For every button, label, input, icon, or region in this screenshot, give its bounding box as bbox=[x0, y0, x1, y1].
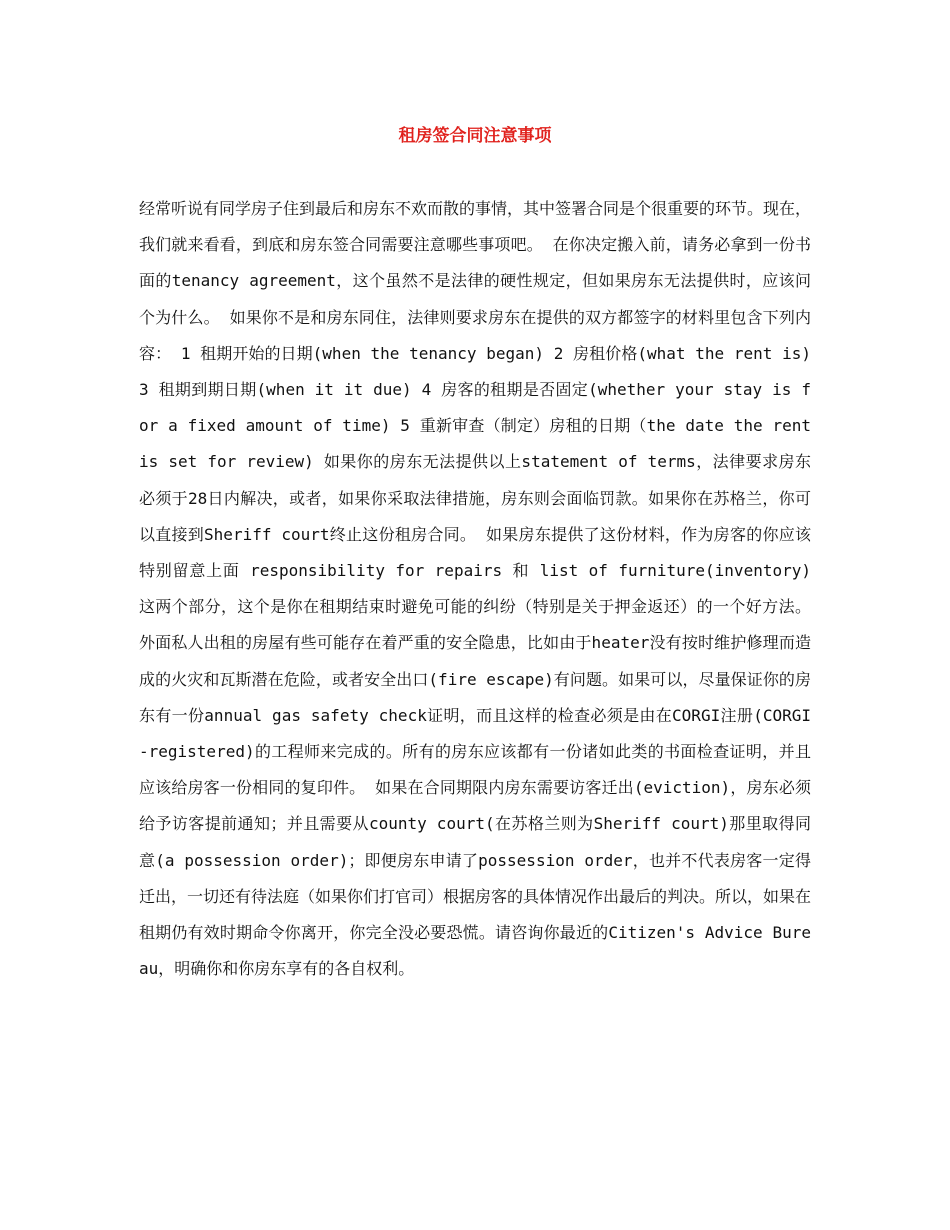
document-title: 租房签合同注意事项 bbox=[398, 126, 552, 146]
document-body: 经常听说有同学房子住到最后和房东不欢而散的事情，其中签署合同是个很重要的环节。现在，我们就来看看，到底和房东签合同需要注意哪些事项吧。 在你决定搬入前，请务必拿到一份书面的tenancy agreement，这个虽然不是法律的硬性规定，但如果房东无法提供时，应该问个为什么。 如果你不是和房东同住，法律则要求房东在提供的双方都签字的材料里包含下列内容： 1 租期开始的日期(when the tenancy began) 2 房租价格(what the rent is) 3 租期到期日期(when it it due) 4 房客的租期是否固定(whether your stay is for a fixed amount of time) 5 重新审查（制定）房租的日期（the date the rent is set for review) 如果你的房东无法提供以上statement of terms，法律要求房东必须于28日内解决，或者，如果你采取法律措施，房东则会面临罚款。如果你在苏格兰，你可以直接到Sheriff court终止这份租房合同。 如果房东提供了这份材料，作为房客的你应该特别留意上面 responsibility for repairs 和 list of furniture(inventory)这两个部分，这个是你在租期结束时避免可能的纠纷（特别是关于押金返还）的一个好方法。 外面私人出租的房屋有些可能存在着严重的安全隐患，比如由于heater没有按时维护修理而造成的火灾和瓦斯潜在危险，或者安全出口(fire escape)有问题。如果可以，尽量保证你的房东有一份annual gas safety check证明，而且这样的检查必须是由在CORGI注册(CORGI-registered)的工程师来完成的。所有的房东应该都有一份诸如此类的书面检查证明，并且应该给房客一份相同的复印件。 如果在合同期限内房东需要访客迁出(eviction)，房东必须给予访客提前通知；并且需要从county court(在苏格兰则为Sheriff court)那里取得同意(a possession order)；即便房东申请了possession order，也并不代表房客一定得迁出，一切还有待法庭（如果你们打官司）根据房客的具体情况作出最后的判决。所以，如果在租期仍有效时期命令你离开，你完全没必要恐慌。请咨询你最近的Citizen's Advice Bureau，明确你和你房东享有的各自权利。 bbox=[139, 199, 812, 979]
